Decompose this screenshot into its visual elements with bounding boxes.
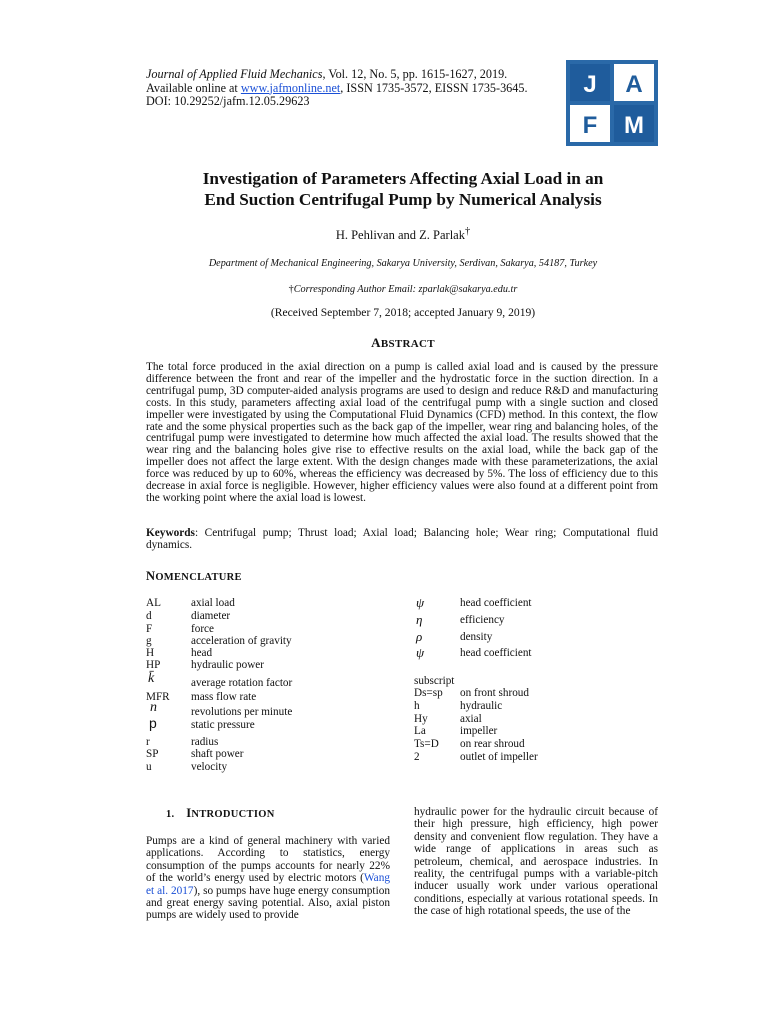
intro-text-2: ), so pumps have huge energy consumption and great energy saving potential. Also, axial piston pumps are widely used to provide (146, 884, 390, 922)
nom-desc: velocity (191, 761, 228, 773)
nom-symbol: MFR (146, 691, 170, 703)
affiliation: Department of Mechanical Engineering, Sakarya University, Serdivan, Sakarya, 54187, Turkey (208, 258, 598, 269)
subscript-heading: subscript (414, 675, 455, 687)
introduction-heading-rest: NTRODUCTION (191, 809, 275, 820)
keywords-label: Keywords (146, 527, 195, 539)
introduction-heading-first: I (186, 806, 192, 820)
journal-website-link[interactable]: www.jafmonline.net (240, 80, 341, 95)
nom-symbol: ψ (416, 595, 425, 610)
abstract-heading (120, 335, 686, 351)
dagger-mark-corr: † (288, 284, 294, 295)
nom-desc: density (460, 631, 493, 643)
availability-line (146, 82, 528, 96)
nom-symbol: ψ (416, 645, 425, 660)
sub-symbol: La (414, 725, 426, 737)
nom-desc: head (191, 647, 213, 659)
available-prefix: Available online at (146, 80, 241, 95)
jafm-logo (566, 60, 658, 146)
journal-citation-line (146, 68, 528, 82)
citation-link[interactable]: Wang et al. 2017 (146, 872, 390, 897)
nom-symbol: H (146, 647, 155, 659)
nom-symbol: F (146, 623, 153, 635)
introduction-left-column (146, 835, 390, 922)
paper-title (120, 168, 686, 210)
sub-desc: on front shroud (460, 687, 529, 699)
logo-letter-m: M (624, 112, 644, 139)
nomenclature-heading (146, 569, 242, 584)
nom-desc: static pressure (191, 719, 255, 731)
received-dates: (Received September 7, 2018; accepted January 9, 2019) (270, 306, 536, 319)
nom-symbol: g (146, 635, 152, 647)
journal-info: , Vol. 12, No. 5, pp. 1615-1627, 2019. (322, 67, 508, 81)
issn-info: , ISSN 1735-3572, EISSN 1735-3645. (340, 80, 528, 95)
sub-desc: on rear shroud (460, 738, 525, 750)
title-line-1: Investigation of Parameters Affecting Axial Load in an (202, 169, 604, 188)
introduction-right-column: hydraulic power for the hydraulic circuit because of their high pressure, high efficiency, high power density and convenient flow regulation. They have a wide range of applications in areas such as petroleum, chemical, and aerospace industries. In reality, the centrifugal pumps with a variable-pitch inducer usually work under various operational conditions, especially at various rotational speeds. In the case of high rotational speeds, the use of the (414, 806, 658, 918)
nom-desc: head coefficient (460, 647, 532, 659)
nom-symbol: n (150, 700, 157, 715)
author-names: H. Pehlivan and Z. Parlak (335, 228, 465, 243)
nom-desc: axial load (191, 597, 235, 609)
nom-desc: average rotation factor (191, 677, 293, 689)
nom-symbol: AL (146, 597, 161, 609)
nom-symbol: d (146, 610, 152, 622)
abstract-heading-first: A (371, 335, 381, 350)
nom-desc: radius (191, 736, 219, 748)
keywords (146, 528, 658, 552)
authors (120, 226, 686, 243)
doi-line: DOI: 10.29252/jafm.12.05.29623 (146, 94, 310, 108)
sub-symbol: 2 (414, 751, 420, 763)
sub-desc: hydraulic (460, 700, 503, 712)
sub-symbol: h (414, 700, 420, 712)
sub-desc: impeller (460, 725, 498, 737)
nom-symbol: k̄ (148, 671, 155, 686)
dagger-mark: † (464, 226, 471, 237)
corresponding-email: Corresponding Author Email: zparlak@sakarya.edu.tr (293, 284, 518, 295)
title-line-2: End Suction Centrifugal Pump by Numerical Analysis (204, 190, 602, 209)
introduction-heading (166, 806, 275, 821)
nomenclature-heading-rest: OMENCLATURE (155, 572, 242, 583)
nom-symbol: p (149, 715, 157, 731)
nom-desc: efficiency (460, 614, 505, 626)
nom-desc: mass flow rate (191, 691, 257, 703)
keywords-text: : Centrifugal pump; Thrust load; Axial load; Balancing hole; Wear ring; Computational fluid dynamics. (146, 527, 658, 551)
nom-symbol: u (146, 761, 152, 773)
nom-symbol: η (416, 612, 423, 627)
nom-desc: shaft power (191, 748, 244, 760)
sub-symbol: Hy (414, 713, 428, 725)
nom-desc: acceleration of gravity (191, 635, 292, 647)
corresponding-author (120, 284, 686, 295)
logo-letter-j: J (583, 71, 597, 98)
sub-symbol: Ts=D (414, 738, 439, 750)
nomenclature-heading-first: N (146, 569, 156, 583)
nom-symbol: HP (146, 659, 161, 671)
intro-text-1: Pumps are a kind of general machinery with varied applications. According to statistics, energy consumption of the pumps accounts for nearly 22% of the world’s energy used by electric motors ( (146, 835, 390, 885)
logo-letter-a: A (625, 71, 643, 98)
nom-desc: revolutions per minute (191, 706, 293, 718)
abstract-body: The total force produced in the axial direction on a pump is called axial load and is caused by the pressure difference between the front and rear of the impeller and the hydrostatic force in the suction direction. In a centrifugal pump, 3D computer-aided analysis programs are used to design and reduce R&D and manufacturing costs. In this study, parameters affecting axial load of the centrifugal pump with a single suction and closed impeller were investigated by using the Computational Fluid Dynamics (CFD) method. In this context, the flow rate and the some physical properties such as the back gap of the impeller, wear ring and balancing holes, of the centrifugal pump were investigated to determine how much affected the axial load. The results showed that the wear ring and the balancing holes give rise to effective results on the axial load, while the back gap of the impeller does not affect the large extent. With the design changes made with these parameterizations, the axial force was reduced by up to 60%, whereas the efficiency was decreased by 5%. The loss of efficiency due to this decrease in axial force is negligible. However, higher efficiency values were also found at a different point from the working point where the axial load is lowest. (146, 361, 658, 504)
abstract-heading-rest: BSTRACT (380, 338, 435, 350)
nom-symbol: ρ (416, 629, 423, 644)
sub-desc: axial (460, 713, 482, 725)
nom-symbol: r (146, 736, 150, 748)
sub-desc: outlet of impeller (460, 751, 538, 763)
section-number: 1. (166, 809, 175, 820)
nom-desc: head coefficient (460, 597, 532, 609)
sub-symbol: Ds=sp (414, 687, 443, 699)
journal-name: Journal of Applied Fluid Mechanics (146, 67, 323, 81)
logo-letter-f: F (582, 112, 598, 139)
journal-header (146, 68, 528, 109)
nom-desc: diameter (191, 610, 231, 622)
nom-desc: force (191, 623, 214, 635)
nom-symbol: SP (146, 748, 159, 760)
nom-desc: hydraulic power (191, 659, 265, 671)
